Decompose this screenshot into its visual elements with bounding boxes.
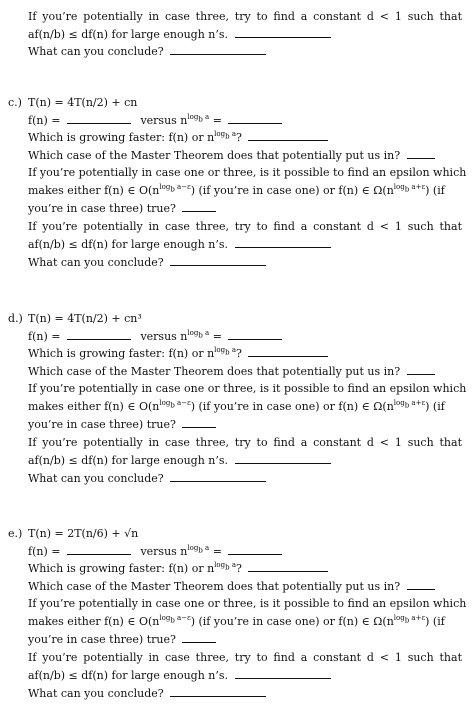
case-blank[interactable] [407,149,435,159]
d-line-1: If you’re potentially in case three, try to find a constant d < 1 such that [28,220,462,233]
recurrence: T(n) = 4T(n/2) + cn [28,96,138,109]
top-line-2 [28,28,462,42]
growing-blank[interactable] [248,562,328,572]
case-blank[interactable] [407,580,435,590]
d-blank[interactable] [235,669,331,679]
conclude-blank[interactable] [170,472,266,482]
case-line: Which case of the Master Theorem does that potentially put us in? [28,149,462,163]
recurrence: T(n) = 4T(n/2) + cn³ [28,312,142,325]
epsilon-line-2: makes either f(n) ∈ $O(n^{log_b a-\varepsilon})$ (if you’re in case one) or f(n) ∈ $\Omega(n^{log_b a+\varepsilon})$ (if [28,614,445,628]
d-line-2: af(n/b) ≤ df(n) for large enough n’s. [28,454,462,468]
epsilon-line-2: makes either f(n) ∈ $O(n^{log_b a-\varepsilon})$ (if you’re in case one) or f(n) ∈ $\Omega(n^{log_b a+\varepsilon})$ (if [28,183,445,197]
nlog-blank[interactable] [228,545,282,555]
d-line-2: af(n/b) ≤ df(n) for large enough n’s. [28,669,462,683]
f-blank[interactable] [67,330,131,340]
top-line-2-text: af(n/b) ≤ df(n) for large enough n’s. [28,28,229,41]
d-blank[interactable] [235,454,331,464]
case-blank[interactable] [407,365,435,375]
f-blank[interactable] [67,114,131,124]
conclude-blank[interactable] [170,256,266,266]
growing-line: Which is growing faster: f(n) or $n^{log_b a}$? [28,562,462,576]
growing-blank[interactable] [248,131,328,141]
case-line: Which case of the Master Theorem does that potentially put us in? [28,580,462,594]
nlog-blank[interactable] [228,114,282,124]
section-label: c.) [8,96,22,109]
case-line: Which case of the Master Theorem does that potentially put us in? [28,365,462,379]
versus-text: versus $n^{log_b a}$ = [140,113,222,127]
epsilon-blank[interactable] [182,202,216,212]
d-line-1: If you’re potentially in case three, try to find a constant d < 1 such that [28,651,462,664]
answer-blank[interactable] [235,28,331,38]
conclude-line: What can you conclude? [28,687,462,701]
epsilon-line-3: you’re in case three) true? [28,202,462,216]
top-line-3 [28,45,462,59]
epsilon-line-2: makes either f(n) ∈ $O(n^{log_b a-\varepsilon})$ (if you’re in case one) or f(n) ∈ $\Omega(n^{log_b a+\varepsilon})$ (if [28,399,445,413]
d-line-1: If you’re potentially in case three, try to find a constant d < 1 such that [28,436,462,449]
growing-blank[interactable] [248,347,328,357]
f-line: f(n) = versus $n^{log_b a}$ = [28,545,462,559]
nlog-blank[interactable] [228,330,282,340]
epsilon-line-1: If you’re potentially in case one or three, is it possible to find an epsilon which [28,597,467,610]
epsilon-line-3: you’re in case three) true? [28,418,462,432]
conclude-blank[interactable] [170,687,266,697]
epsilon-blank[interactable] [182,418,216,428]
answer-blank[interactable] [170,45,266,55]
conclude-line: What can you conclude? [28,472,462,486]
epsilon-line-1: If you’re potentially in case one or three, is it possible to find an epsilon which [28,166,467,179]
f-label: f(n) = [28,114,61,127]
epsilon-line-3: you’re in case three) true? [28,633,462,647]
growing-line: Which is growing faster: f(n) or $n^{log_b a}$? [28,131,462,145]
section-label: d.) [8,312,23,325]
recurrence: T(n) = 2T(n/6) + √n [28,527,139,540]
growing-line: Which is growing faster: f(n) or $n^{log_b a}$? [28,347,462,361]
top-line-3-text: What can you conclude? [28,45,164,58]
epsilon-line-1: If you’re potentially in case one or three, is it possible to find an epsilon which [28,382,467,395]
d-blank[interactable] [235,238,331,248]
d-line-2: af(n/b) ≤ df(n) for large enough n’s. [28,238,462,252]
f-line: f(n) = versus $n^{log_b a}$ = [28,330,462,344]
f-blank[interactable] [67,545,131,555]
top-line-1: If you’re potentially in case three, try to find a constant d < 1 such that [28,10,462,23]
f-line [28,114,462,128]
section-label: e.) [8,527,23,540]
conclude-line: What can you conclude? [28,256,462,270]
epsilon-blank[interactable] [182,633,216,643]
